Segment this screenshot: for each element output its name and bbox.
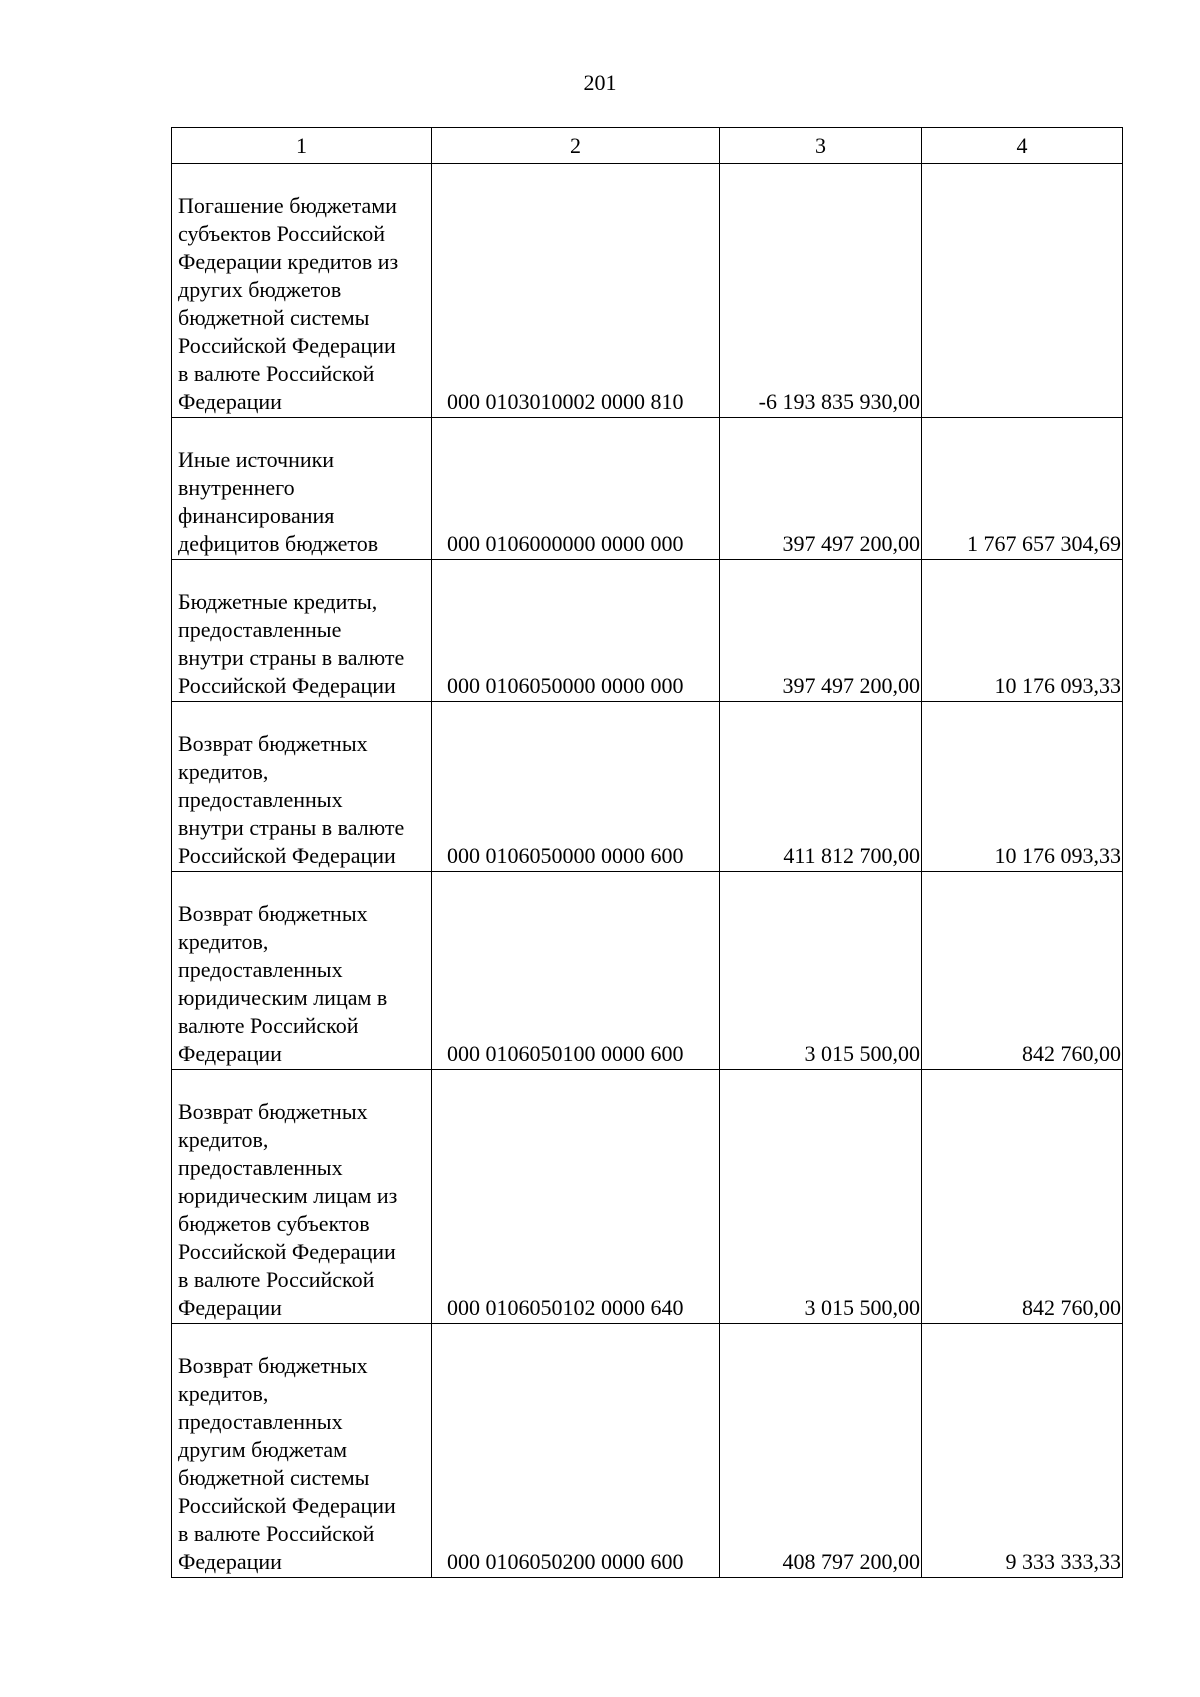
row-name-cell: Возврат бюджетных кредитов, предоставленных юридическим лицам в валюте Российской Федерации [172, 872, 432, 1070]
row-value-col3-cell: 3 015 500,00 [720, 872, 922, 1070]
row-code-cell: 000 0106050000 0000 600 [432, 702, 720, 872]
row-name-cell: Возврат бюджетных кредитов, предоставленных другим бюджетам бюджетной системы Российской Федерации в валюте Российской Федерации [172, 1324, 432, 1578]
row-name-cell: Возврат бюджетных кредитов, предоставленных внутри страны в валюте Российской Федерации [172, 702, 432, 872]
table-row [172, 418, 1123, 560]
row-code-cell: 000 0106050102 0000 640 [432, 1070, 720, 1324]
row-value-col3-cell: 411 812 700,00 [720, 702, 922, 872]
table-row [172, 164, 1123, 418]
row-value-col4-cell: 10 176 093,33 [922, 560, 1123, 702]
table-row [172, 1070, 1123, 1324]
row-value-col3-cell: 397 497 200,00 [720, 560, 922, 702]
row-value-col4-cell: 842 760,00 [922, 872, 1123, 1070]
budget-sources-table [171, 127, 1123, 1578]
row-value-col3-cell: 3 015 500,00 [720, 1070, 922, 1324]
table-row [172, 872, 1123, 1070]
row-value-col4-cell: 1 767 657 304,69 [922, 418, 1123, 560]
row-value-col3-cell: -6 193 835 930,00 [720, 164, 922, 418]
row-value-col3-cell: 397 497 200,00 [720, 418, 922, 560]
row-name-cell: Бюджетные кредиты, предоставленные внутри страны в валюте Российской Федерации [172, 560, 432, 702]
row-code-cell: 000 0103010002 0000 810 [432, 164, 720, 418]
header-cell-2: 2 [432, 128, 720, 164]
row-name-cell: Возврат бюджетных кредитов, предоставленных юридическим лицам из бюджетов субъектов Российской Федерации в валюте Российской Федерации [172, 1070, 432, 1324]
header-cell-3: 3 [720, 128, 922, 164]
row-value-col3-cell: 408 797 200,00 [720, 1324, 922, 1578]
header-cell-4: 4 [922, 128, 1123, 164]
row-code-cell: 000 0106000000 0000 000 [432, 418, 720, 560]
table-row [172, 560, 1123, 702]
table-row [172, 1324, 1123, 1578]
row-name-cell: Погашение бюджетами субъектов Российской Федерации кредитов из других бюджетов бюджетной системы Российской Федерации в валюте Российской Федерации [172, 164, 432, 418]
row-code-cell: 000 0106050200 0000 600 [432, 1324, 720, 1578]
row-name-cell: Иные источники внутреннего финансирования дефицитов бюджетов [172, 418, 432, 560]
header-cell-1: 1 [172, 128, 432, 164]
row-code-cell: 000 0106050000 0000 000 [432, 560, 720, 702]
row-value-col4-cell: 842 760,00 [922, 1070, 1123, 1324]
page-number: 201 [583, 70, 617, 95]
header-row [172, 128, 1123, 164]
row-value-col4-cell: 10 176 093,33 [922, 702, 1123, 872]
table-row [172, 702, 1123, 872]
row-code-cell: 000 0106050100 0000 600 [432, 872, 720, 1070]
row-value-col4-cell [922, 164, 1123, 418]
row-value-col4-cell: 9 333 333,33 [922, 1324, 1123, 1578]
